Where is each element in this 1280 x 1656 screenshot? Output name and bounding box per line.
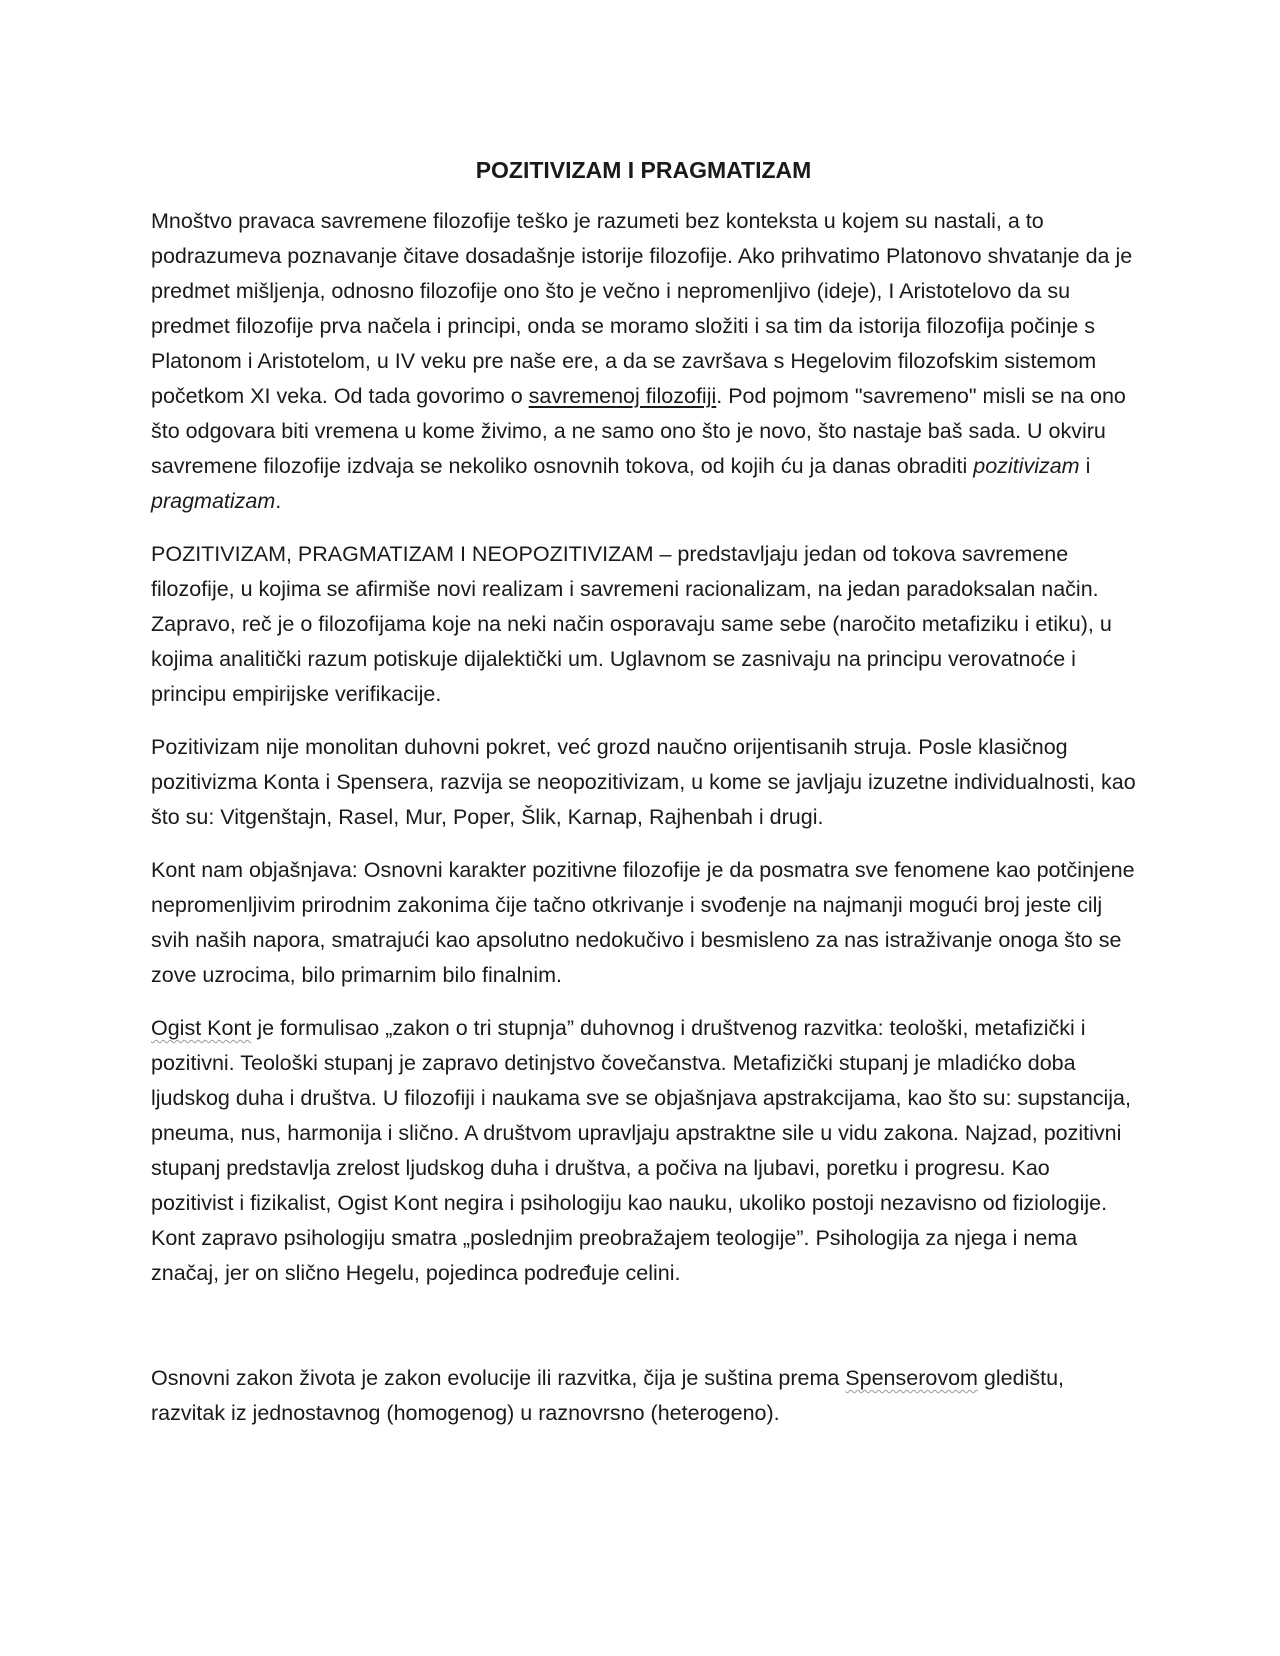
paragraph-pozitivizam: Pozitivizam nije monolitan duhovni pokret, već grozd naučno orijentisanih struja. Posle klasičnog pozitivizma Konta i Spensera, razvija se neopozitivizam, u kome se javljaju izuzetne individualnosti, kao što su: Vitgenštajn, Rasel, Mur, Poper, Šlik, Karnap, Rajhenbah i drugi. (151, 735, 1136, 829)
intro-text-b: . Pod pojmom "savremeno" misli se na ono što odgovara biti vremena u kome živimo, a ne samo ono što je novo, što nastaje baš sada. U okviru savremene filozofije izdvaja se nekoliko osnovnih tokova, od kojih ću ja danas obraditi (151, 384, 1126, 478)
spenser-text-b: gledištu, razvitak iz jednostavnog (homogenog) u raznovrsno (heterogeno). (151, 1366, 1065, 1425)
spellcheck-name-spenserovom[interactable]: Spenserovom (845, 1366, 978, 1390)
savremena-filozofija-link[interactable]: savremenoj filozofiji (528, 384, 717, 408)
intro-end: . (275, 489, 282, 513)
term-pragmatizam: pragmatizam (151, 489, 276, 513)
spellcheck-name-ogist-kont[interactable]: Ogist Kont (151, 1016, 252, 1040)
paragraph-definition: POZITIVIZAM, PRAGMATIZAM I NEOPOZITIVIZAM – predstavljaju jedan od tokova savremene filozofije, u kojima se afirmiše novi realizam i savremeni racionalizam, na jedan paradoksalan način. Zapravo, reč je o filozofijama koje na neki način osporavaju same sebe (naročito metafiziku i etiku), u kojima analitički razum potiskuje dijalektički um. Uglavnom se zasnivaju na principu verovatnoće i principu empirijske verifikacije. (151, 542, 1112, 706)
document-body (151, 152, 1136, 1449)
empty-line (151, 1309, 1136, 1361)
term-pozitivizam: pozitivizam (973, 454, 1080, 478)
paragraph-kont-quote: Kont nam objašnjava: Osnovni karakter pozitivne filozofije je da posmatra sve fenomene kao potčinjene nepromenljivim prirodnim zakonima čije tačno otkrivanje i svođenje na najmanji mogući broj jeste cilj svih naših napora, smatrajući kao apsolutno nedokučivo i besmisleno za nas istraživanje onoga što se zove uzrocima, bilo primarnim bilo finalnim. (151, 858, 1135, 987)
paragraph-spenser (151, 1361, 1136, 1431)
tri-stupnja-text: je formulisao „zakon o tri stupnja” duhovnog i društvenog razvitka: teološki, metafizički i pozitivni. Teološki stupanj je zapravo detinjstvo čovečanstva. Metafizički stupanj je mladićko doba ljudskog duha i društva. U filozofiji i naukama sve se objašnjava apstrakcijama, kao što su: supstancija, pneuma, nus, harmonija i slično. A društvom upravljaju apstraktne sile u vidu zakona. Najzad, pozitivni stupanj predstavlja zrelost ljudskog duha i društva, a počiva na ljubavi, poretku i progresu. Kao pozitivist i fizikalist, Ogist Kont negira i psihologiju kao nauku, ukoliko postoji nezavisno od fiziologije. Kont zapravo psihologiju smatra „poslednjim preobražajem teologije”. Psihologija za njega i nema značaj, jer on slično Hegelu, pojedinca podređuje celini. (151, 1016, 1131, 1285)
spenser-text-a: Osnovni zakon života je zakon evolucije ili razvitka, čija je suština prema (151, 1366, 846, 1390)
intro-conjunction: i (1079, 454, 1091, 478)
intro-text-a: Mnoštvo pravaca savremene filozofije teško je razumeti bez konteksta u kojem su nastali, a to podrazumeva poznavanje čitave dosadašnje istorije filozofije. Ako prihvatimo Platonovo shvatanje da je predmet mišljenja, odnosno filozofije ono što je večno i nepromenljivo (ideje), I Aristotelovo da su predmet filozofije prva načela i principi, onda se moramo složiti i sa tim da istorija filozofija počinje s Platonom i Aristotelom, u IV veku pre naše ere, a da se završava s Hegelovim filozofskim sistemom početkom XI veka. Od tada govorimo o (151, 209, 1133, 408)
paragraph-intro (151, 204, 1136, 519)
document-title: POZITIVIZAM I PRAGMATIZAM (475, 157, 812, 183)
paragraph-tri-stupnja (151, 1011, 1136, 1291)
